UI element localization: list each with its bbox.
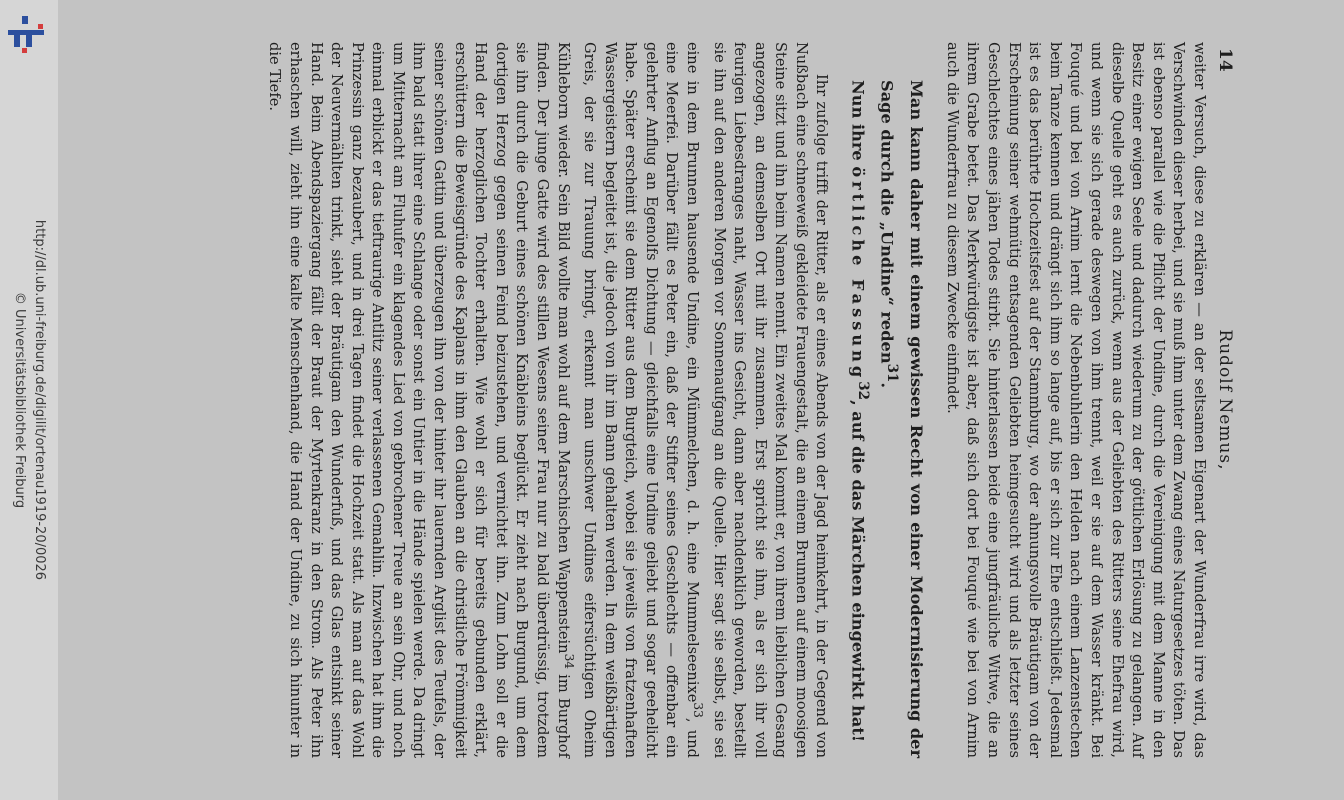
page-content bbox=[161, 42, 1241, 758]
running-head-title: Rudolf Nemus, bbox=[1215, 329, 1235, 471]
emphasized-statement bbox=[846, 42, 930, 758]
body-paragraph-2: Ihr zufolge trifft der Ritter, als er eines Abends von der Jagd heimkehrt, in der Gegend von Nußbach eine schneeweiß gekleidete Frauengestalt, die an einem Brunnen auf einem moosigen Steine sitzt und ihn beim Namen nennt. Ein zweites Mal kommt er, von ihrem lieblichen Gesang angezogen, an demselben Ort mit ihr zusammen. Erst spricht sie ihm, als er sich ihr voll feurigen Liebesdranges naht, Wasser ins Gesicht, dann aber nachdenklich geworden, bestellt sie ihn auf den anderen Morgen vor Sonnenaufgang an die Quelle. Hier sagt sie selbst, sie sei eine in dem Brunnen hausende Undine, ein Mümmelchen, d. h. eine Mummelseenixe$^{33}$, und eine Meerfei. Darüber fällt es Peter ein, daß der Stifter seines Geschlechts — offenbar ein gelehrter Anflug an Egenolfs Dichtung — gleichfalls eine Undine geliebt und sogar geehelicht habe. Später erscheint sie dem Ritter aus dem Burgteich, wobei sie jeweils von fratzenhaften Wassergeistern begleitet ist, die jedoch von ihr im Bann gehalten werden. In dem weißbärtigen Greis, der sie zur Trauung bringt, erkennt man unschwer Undines eifersüchtigen Oheim Kühleborn wieder. Sein Bild wollte man wohl auf dem Marschischen Wappenstein$^{34}$ im Burghof finden. Der junge Gatte wird des stillen Wesens seiner Frau nur zu bald überdrüssig, trotzdem sie ihn durch die Geburt eines schönen Knäbleins beglückt. Er zieht nach Burgund, um dem dortigen Herzog gegen seinen Feind beizustehen, und vernichtet ihn. Zum Lohn soll er die Hand der herzoglichen Tochter erhalten. Wie wohl er sich für bereits gebunden erklärt, erschüttern die Beweisgründe des Kaplans in ihm den Glauben an die christliche Frömmigkeit seiner schönen Gattin und überzeugen ihn von der hinter ihr lauernden Arglist des Teufels, der ihm bald statt ihrer eine Schlange oder sonst ein Untier in die Hände spielen werde. Da dringt um Mitternacht am Fluhufer ein klagendes Lied von gebrochener Treue an sein Ohr, und noch einmal erblickt er das tieftraurige Antlitz seiner verlassenen Gemahlin. Inzwischen hat ihm die Prinzessin ganz bezaubert, und in drei Tagen findet die Hochzeit statt. Als man auf das Wohl der Neuvermählten trinkt, sieht der Bräutigam den Wunderfuß, und das Glas entsinkt seiner Hand. Beim Abendspaziergang fällt der Braut der Myrtenkranz in den Strom. Als Peter ihn erhaschen will, zieht ihn eine kalte Menschenhand, die Hand der Undine, zu sich hinunter in die Tiefe. bbox=[266, 42, 831, 759]
statement-line-1: Man kann daher mit einem gewissen Recht von einer Modernisierung der Sage durch die „Undine“ reden$^{31}$. bbox=[877, 80, 927, 758]
body-paragraph-1: weiter Versuch, diese zu erklären — an der seltsamen Eigenart der Wunderfrau irre wird, das Verschwinden dieser herbei, und sie muß ihm unter dem Zwang eines Naturgesetzes töten. Das ist ebenso parallel wie die Pflicht der Undine, durch die Vereinigung mit dem Manne in den Besitz einer ewigen Seele und dadurch wiederum zu der göttlichen Erlösung zu gelangen. Auf dieselbe Quelle geht es auch zurück, wenn aus der Geliebten des Ritters seine Ehefrau wird, und wenn sie sich gerade deswegen von ihm trennt, weil er sie auf dem Wasser kränkt. Bei Fouqué und bei von Arnim lernt die Nebenbuhlerin den Helden nach einem Lanzenstechen beim Tanze kennen und drängt sich ihm so lange auf, bis er sich zur Ehe entschließt. Jedesmal ist es das berührte Hochzeitsfest auf der Stammburg, wo der ahnungsvolle Bräutigam von der Erscheinung seiner wehmütig entsagenden Geliebten heimgesucht wird und als letzter seines Geschlechtes eines jähen Todes stirbt. Sie hinterlassen beide eine jungfräuliche Witwe, die an ihrem Grabe betet. Das Merkwürdigste ist aber, daß sich dort bei Fouqué wie bei von Arnim auch die Wunderfrau zu diesem Zwecke einfindet. bbox=[943, 42, 1208, 758]
scanned-page bbox=[58, 0, 1344, 800]
page-number: 14 bbox=[1215, 48, 1235, 72]
statement-line-2: Nun ihre örtliche Fassung$^{32}$, auf die das Märchen eingewirkt hat! bbox=[848, 80, 871, 742]
footnote-ref: 32 bbox=[854, 381, 871, 400]
viewer-sidebar bbox=[0, 0, 58, 800]
credit-text bbox=[9, 5, 49, 795]
footnote-ref: 34 bbox=[561, 653, 576, 670]
footnote-ref: 33 bbox=[690, 702, 705, 718]
spaced-emphasis: örtliche Fassung bbox=[848, 166, 868, 382]
footnote-ref: 31 bbox=[884, 363, 901, 383]
credit-url[interactable]: http://dl.ub.uni-freiburg.de/digilit/ortenau1919-20/0026 bbox=[32, 219, 47, 581]
running-header bbox=[1209, 42, 1241, 758]
credit-copyright: © Universitätsbibliothek Freiburg bbox=[12, 291, 27, 509]
